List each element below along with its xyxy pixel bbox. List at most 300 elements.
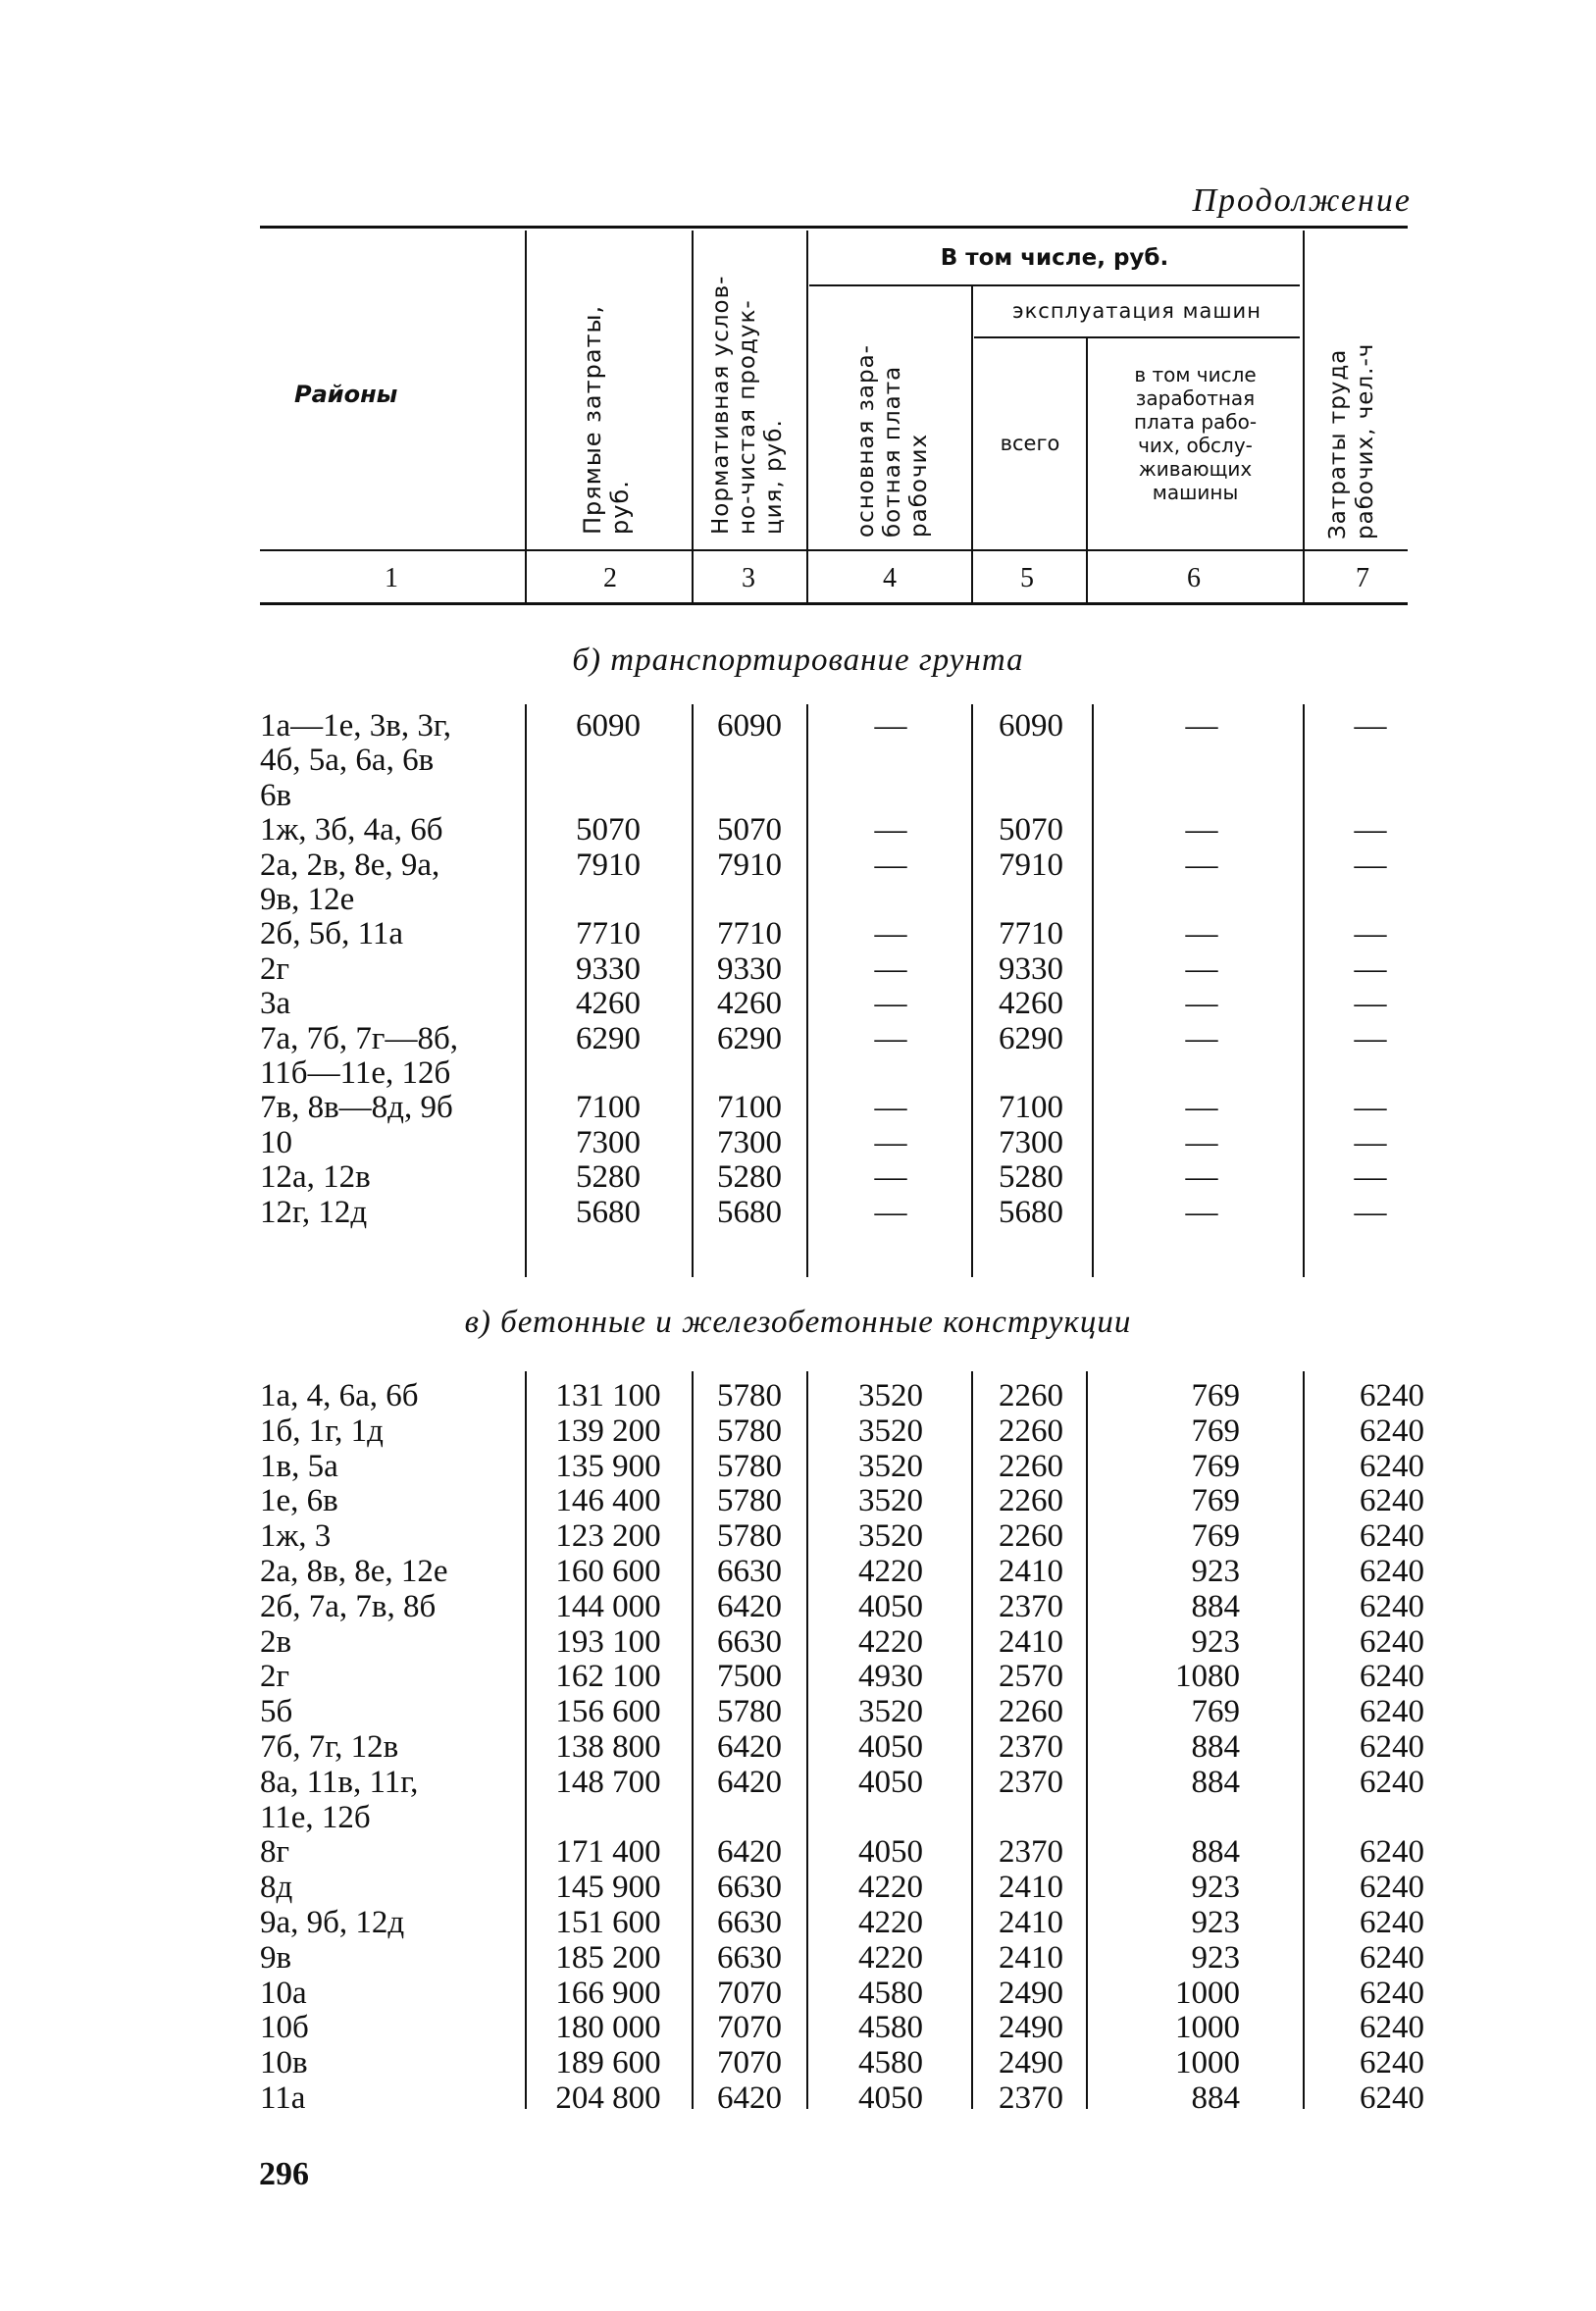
machine-total-cell: 7100 [999,1090,1063,1126]
labor-cell: — [1354,1124,1387,1160]
direct-costs-cell: 135 900 [555,1448,661,1484]
table-row [0,1125,1596,1159]
machine-wage-cell: 1000 [1175,2010,1240,2046]
section-title-concrete: в) бетонные и железобетонные конструкции [464,1305,1132,1340]
column-rule [1303,704,1305,1277]
header-col7 [1324,343,1379,539]
labor-cell: 6240 [1360,1694,1424,1730]
machine-total-cell: 2260 [999,1694,1063,1730]
direct-costs-cell: 5680 [576,1194,641,1230]
machine-total-cell: 2570 [999,1659,1063,1695]
table-row [0,1905,1596,1940]
labor-cell: — [1354,847,1387,883]
table-row [0,1378,1596,1413]
labor-cell: 6240 [1360,2010,1424,2046]
direct-costs-cell: 6290 [576,1020,641,1056]
machine-total-cell: 2410 [999,1554,1063,1589]
machine-wage-cell: 923 [1191,1905,1240,1940]
header-top-rule [260,226,1408,229]
header-vline-4 [971,286,973,603]
table-row [0,1554,1596,1589]
table-row [0,1624,1596,1660]
machine-wage-cell: 923 [1191,1870,1240,1906]
machine-total-cell: 2370 [999,1729,1063,1765]
region-label: 6в [260,777,292,813]
machine-total-cell: 6090 [999,708,1063,744]
region-label: 2б, 7а, 7в, 8б [260,1588,437,1624]
region-label: 4б, 5а, 6а, 6в [260,743,435,779]
machine-total-cell: 2260 [999,1412,1063,1449]
machine-total-cell: 5280 [999,1159,1063,1196]
continuation-label: Продолжение [1192,182,1412,219]
colnum-3: 3 [742,563,755,593]
region-label: 10б [260,2010,309,2046]
labor-cell: — [1354,986,1387,1022]
table-row [0,812,1596,847]
region-label: 12а, 12в [260,1159,371,1196]
net-product-cell: 5680 [717,1194,782,1230]
header-col4 [853,344,933,538]
table-row [0,1589,1596,1624]
net-product-cell: 6420 [717,2080,782,2116]
base-wage-cell: 3520 [858,1448,923,1484]
header-col1: Районы [294,381,398,408]
header-col6-line2: заработная [1135,386,1256,410]
labor-cell: 6240 [1360,1975,1424,2011]
labor-cell: 6240 [1360,1623,1424,1660]
labor-cell: 6240 [1360,1834,1424,1871]
direct-costs-cell: 145 900 [555,1870,661,1906]
column-rule [1086,1371,1088,2109]
base-wage-cell: — [874,1159,907,1196]
header-col5: всего [1000,432,1060,455]
direct-costs-cell: 6090 [576,708,641,744]
table-row [0,2080,1596,2116]
net-product-cell: 7070 [717,2045,782,2081]
base-wage-cell: 3520 [858,1378,923,1413]
direct-costs-cell: 193 100 [555,1623,661,1660]
table-row [0,1870,1596,1905]
direct-costs-cell: 7100 [576,1090,641,1126]
header-col7-line1: Затраты труда [1325,348,1351,539]
machine-total-cell: 6290 [999,1020,1063,1056]
machine-wage-cell: 884 [1191,2080,1240,2116]
column-rule [692,1371,694,2109]
region-label: 10 [260,1124,292,1160]
subgroup-rule [974,336,1300,338]
machine-total-cell: 2370 [999,1764,1063,1800]
direct-costs-cell: 204 800 [555,2080,661,2116]
net-product-cell: 6420 [717,1834,782,1871]
direct-costs-cell: 180 000 [555,2010,661,2046]
base-wage-cell: 3520 [858,1483,923,1519]
colnum-7: 7 [1356,563,1369,593]
base-wage-cell: 4220 [858,1939,923,1976]
machine-total-cell: 2370 [999,1834,1063,1871]
labor-cell: 6240 [1360,1378,1424,1413]
column-rule [1092,704,1094,1277]
base-wage-cell: 3520 [858,1694,923,1730]
base-wage-cell: 4220 [858,1623,923,1660]
labor-cell: — [1354,1090,1387,1126]
column-rule [525,1371,527,2109]
region-label: 1е, 6в [260,1483,338,1519]
table-row [0,1694,1596,1729]
net-product-cell: 5780 [717,1412,782,1449]
machine-total-cell: 7710 [999,916,1063,952]
machine-wage-cell: 769 [1191,1378,1240,1413]
direct-costs-cell: 7910 [576,847,641,883]
column-rule [806,1371,808,2109]
net-product-cell: 5780 [717,1448,782,1484]
machine-total-cell: 5680 [999,1194,1063,1230]
table-row [0,2045,1596,2080]
base-wage-cell: 4050 [858,2080,923,2116]
machine-total-cell: 2260 [999,1448,1063,1484]
region-label: 8г [260,1834,290,1871]
labor-cell: — [1354,1020,1387,1056]
net-product-cell: 5070 [717,812,782,848]
base-wage-cell: 4930 [858,1659,923,1695]
header-vline-6 [1303,231,1305,603]
region-label: 7а, 7б, 7г—8б, [260,1020,459,1056]
machine-total-cell: 2370 [999,1588,1063,1624]
direct-costs-cell: 151 600 [555,1905,661,1940]
table-row [0,1021,1596,1091]
machine-total-cell: 2490 [999,1975,1063,2011]
region-label: 7в, 8в—8д, 9б [260,1090,453,1126]
net-product-cell: 6420 [717,1764,782,1800]
header-vline-1 [525,231,527,603]
machine-wage-cell: — [1185,1194,1218,1230]
labor-cell: 6240 [1360,1518,1424,1555]
base-wage-cell: 4050 [858,1834,923,1871]
net-product-cell: 7710 [717,916,782,952]
base-wage-cell: 4580 [858,1975,923,2011]
base-wage-cell: 4050 [858,1588,923,1624]
labor-cell: 6240 [1360,1764,1424,1800]
net-product-cell: 7070 [717,1975,782,2011]
machine-total-cell: 7910 [999,847,1063,883]
table-row [0,1195,1596,1229]
region-label: 2г [260,1659,290,1695]
header-col2 [579,305,634,535]
base-wage-cell: 4580 [858,2045,923,2081]
net-product-cell: 6630 [717,1939,782,1976]
machine-wage-cell: — [1185,950,1218,987]
net-product-cell: 5780 [717,1518,782,1555]
labor-cell: 6240 [1360,1939,1424,1976]
colnum-2: 2 [603,563,617,593]
machine-wage-cell: 769 [1191,1448,1240,1484]
base-wage-cell: — [874,1194,907,1230]
machine-wage-cell: 769 [1191,1412,1240,1449]
net-product-cell: 7500 [717,1659,782,1695]
net-product-cell: 7910 [717,847,782,883]
machine-wage-cell: 923 [1191,1623,1240,1660]
machine-total-cell: 2410 [999,1870,1063,1906]
direct-costs-cell: 5070 [576,812,641,848]
region-label: 11а [260,2080,306,2116]
table-row [0,1834,1596,1870]
column-rule [806,704,808,1277]
direct-costs-cell: 171 400 [555,1834,661,1871]
group-rule [809,284,1300,286]
machine-total-cell: 2410 [999,1623,1063,1660]
region-label: 10а [260,1975,307,2011]
direct-costs-cell: 139 200 [555,1412,661,1449]
region-label: 2а, 2в, 8е, 9а, [260,847,440,883]
direct-costs-cell: 146 400 [555,1483,661,1519]
header-bottom-rule [260,549,1408,551]
net-product-cell: 9330 [717,950,782,987]
machine-total-cell: 4260 [999,986,1063,1022]
table-row [0,951,1596,986]
column-rule [692,704,694,1277]
machine-wage-cell: — [1185,916,1218,952]
net-product-cell: 4260 [717,986,782,1022]
header-col4-line2: ботная плата [880,365,905,538]
machine-total-cell: 2260 [999,1483,1063,1519]
base-wage-cell: — [874,812,907,848]
machine-wage-cell: — [1185,847,1218,883]
colnum-6: 6 [1187,563,1201,593]
region-label: 2а, 8в, 8е, 12е [260,1554,448,1589]
labor-cell: 6240 [1360,1905,1424,1940]
labor-cell: 6240 [1360,1588,1424,1624]
labor-cell: 6240 [1360,1554,1424,1589]
base-wage-cell: 3520 [858,1518,923,1555]
direct-costs-cell: 156 600 [555,1694,661,1730]
machine-wage-cell: 884 [1191,1588,1240,1624]
header-group: В том числе, руб. [940,245,1169,271]
region-label: 8д [260,1870,293,1906]
table-row [0,1159,1596,1194]
direct-costs-cell: 5280 [576,1159,641,1196]
base-wage-cell: — [874,1090,907,1126]
labor-cell: 6240 [1360,2045,1424,2081]
header-vline-2 [692,231,694,603]
machine-wage-cell: — [1185,708,1218,744]
table-row [0,1413,1596,1449]
labor-cell: 6240 [1360,1659,1424,1695]
region-label: 1ж, 3б, 4а, 6б [260,812,443,848]
labor-cell: 6240 [1360,1412,1424,1449]
machine-wage-cell: 884 [1191,1729,1240,1765]
header-col6 [1088,363,1303,504]
table-row [0,708,1596,778]
machine-wage-cell: 769 [1191,1483,1240,1519]
labor-cell: — [1354,916,1387,952]
base-wage-cell: — [874,950,907,987]
labor-cell: — [1354,812,1387,848]
labor-cell: 6240 [1360,1448,1424,1484]
header-col3-line2: но-чистая продук- [735,299,760,535]
machine-total-cell: 2410 [999,1905,1063,1940]
table-row [0,1449,1596,1484]
machine-total-cell: 2370 [999,2080,1063,2116]
column-rule [1303,1371,1305,2109]
machine-wage-cell: 923 [1191,1939,1240,1976]
header-col3 [708,276,788,535]
labor-cell: 6240 [1360,1729,1424,1765]
base-wage-cell: — [874,916,907,952]
table-row [0,916,1596,950]
header-col3-line1: Нормативная услов- [708,275,734,535]
machine-wage-cell: 923 [1191,1554,1240,1589]
base-wage-cell: — [874,986,907,1022]
column-rule [525,704,527,1277]
table-row [0,1518,1596,1554]
table-row [0,847,1596,917]
net-product-cell: 7300 [717,1124,782,1160]
region-label: 11б—11е, 12б [260,1054,451,1091]
base-wage-cell: — [874,708,907,744]
direct-costs-cell: 166 900 [555,1975,661,2011]
header-col2-line2: руб. [606,480,634,535]
labor-cell: 6240 [1360,1483,1424,1519]
region-label: 11е, 12б [260,1799,371,1835]
machine-total-cell: 9330 [999,950,1063,987]
header-col6-line6: машины [1152,481,1239,504]
base-wage-cell: — [874,1124,907,1160]
base-wage-cell: 4050 [858,1729,923,1765]
region-label: 2г [260,950,290,987]
net-product-cell: 6630 [717,1870,782,1906]
base-wage-cell: 4050 [858,1764,923,1800]
header-col3-line3: ция, руб. [761,419,787,535]
labor-cell: — [1354,1159,1387,1196]
region-label: 12г, 12д [260,1194,368,1230]
region-label: 9в [260,1939,292,1976]
base-wage-cell: — [874,1020,907,1056]
labor-cell: — [1354,950,1387,987]
direct-costs-cell: 123 200 [555,1518,661,1555]
header-vline-3 [806,231,808,603]
table-row [0,1483,1596,1518]
table-row [0,1976,1596,2011]
colnum-1: 1 [385,563,398,593]
direct-costs-cell: 144 000 [555,1588,661,1624]
header-col4-line3: рабочих [906,433,932,538]
direct-costs-cell: 7300 [576,1124,641,1160]
region-label: 3а [260,986,291,1022]
net-product-cell: 5280 [717,1159,782,1196]
machine-total-cell: 2490 [999,2045,1063,2081]
net-product-cell: 6420 [717,1729,782,1765]
base-wage-cell: — [874,847,907,883]
net-product-cell: 7100 [717,1090,782,1126]
region-label: 1а, 4, 6а, 6б [260,1378,419,1413]
net-product-cell: 5780 [717,1378,782,1413]
machine-wage-cell: 1080 [1175,1659,1240,1695]
header-col7-line2: рабочих, чел.-ч [1353,342,1378,539]
direct-costs-cell: 9330 [576,950,641,987]
table-row [0,1940,1596,1976]
net-product-cell: 6290 [717,1020,782,1056]
column-rule [971,1371,973,2109]
net-product-cell: 6630 [717,1623,782,1660]
header-col4-line1: основная зара- [853,344,879,538]
machine-total-cell: 2490 [999,2010,1063,2046]
table-row [0,1729,1596,1765]
region-label: 2в [260,1623,292,1660]
header-col6-line1: в том числе [1134,363,1257,386]
machine-wage-cell: — [1185,812,1218,848]
machine-total-cell: 2260 [999,1378,1063,1413]
region-label: 1ж, 3 [260,1518,332,1555]
direct-costs-cell: 131 100 [555,1378,661,1413]
table-row [0,1659,1596,1694]
table-row [0,1765,1596,1835]
labor-cell: — [1354,708,1387,744]
region-label: 5б [260,1694,293,1730]
region-label: 9в, 12е [260,881,355,917]
net-product-cell: 6420 [717,1588,782,1624]
machine-wage-cell: 884 [1191,1764,1240,1800]
header-subgroup: эксплуатация машин [1012,299,1261,323]
net-product-cell: 5780 [717,1694,782,1730]
machine-total-cell: 7300 [999,1124,1063,1160]
machine-total-cell: 2260 [999,1518,1063,1555]
table-row [0,2010,1596,2045]
base-wage-cell: 4220 [858,1870,923,1906]
base-wage-cell: 4580 [858,2010,923,2046]
net-product-cell: 6090 [717,708,782,744]
labor-cell: — [1354,1194,1387,1230]
direct-costs-cell: 189 600 [555,2045,661,2081]
header-col6-line3: плата рабо- [1133,410,1258,434]
direct-costs-cell: 138 800 [555,1729,661,1765]
machine-wage-cell: — [1185,1090,1218,1126]
header-col6-line5: живающих [1138,457,1253,481]
table-row [0,986,1596,1020]
direct-costs-cell: 148 700 [555,1764,661,1800]
column-rule [971,704,973,1277]
region-label: 1а—1е, 3в, 3г, [260,708,451,744]
machine-wage-cell: — [1185,1124,1218,1160]
machine-total-cell: 5070 [999,812,1063,848]
net-product-cell: 5780 [717,1483,782,1519]
machine-wage-cell: — [1185,986,1218,1022]
direct-costs-cell: 7710 [576,916,641,952]
base-wage-cell: 4220 [858,1554,923,1589]
colnum-5: 5 [1020,563,1034,593]
net-product-cell: 6630 [717,1905,782,1940]
machine-wage-cell: — [1185,1020,1218,1056]
section-title-transport: б) транспортирование грунта [572,642,1024,678]
net-product-cell: 7070 [717,2010,782,2046]
region-label: 2б, 5б, 11а [260,916,404,952]
colnum-bottom-rule [260,602,1408,605]
region-label: 1в, 5а [260,1448,338,1484]
table-row [0,778,1596,812]
region-label: 10в [260,2045,308,2081]
header-col6-line4: чих, обслу- [1138,434,1253,457]
base-wage-cell: 3520 [858,1412,923,1449]
net-product-cell: 6630 [717,1554,782,1589]
region-label: 7б, 7г, 12в [260,1729,399,1765]
direct-costs-cell: 4260 [576,986,641,1022]
page-number: 296 [259,2156,309,2192]
labor-cell: 6240 [1360,1870,1424,1906]
labor-cell: 6240 [1360,2080,1424,2116]
direct-costs-cell: 160 600 [555,1554,661,1589]
machine-wage-cell: 1000 [1175,2045,1240,2081]
region-label: 9а, 9б, 12д [260,1905,405,1940]
machine-wage-cell: 769 [1191,1694,1240,1730]
table-row [0,1090,1596,1124]
